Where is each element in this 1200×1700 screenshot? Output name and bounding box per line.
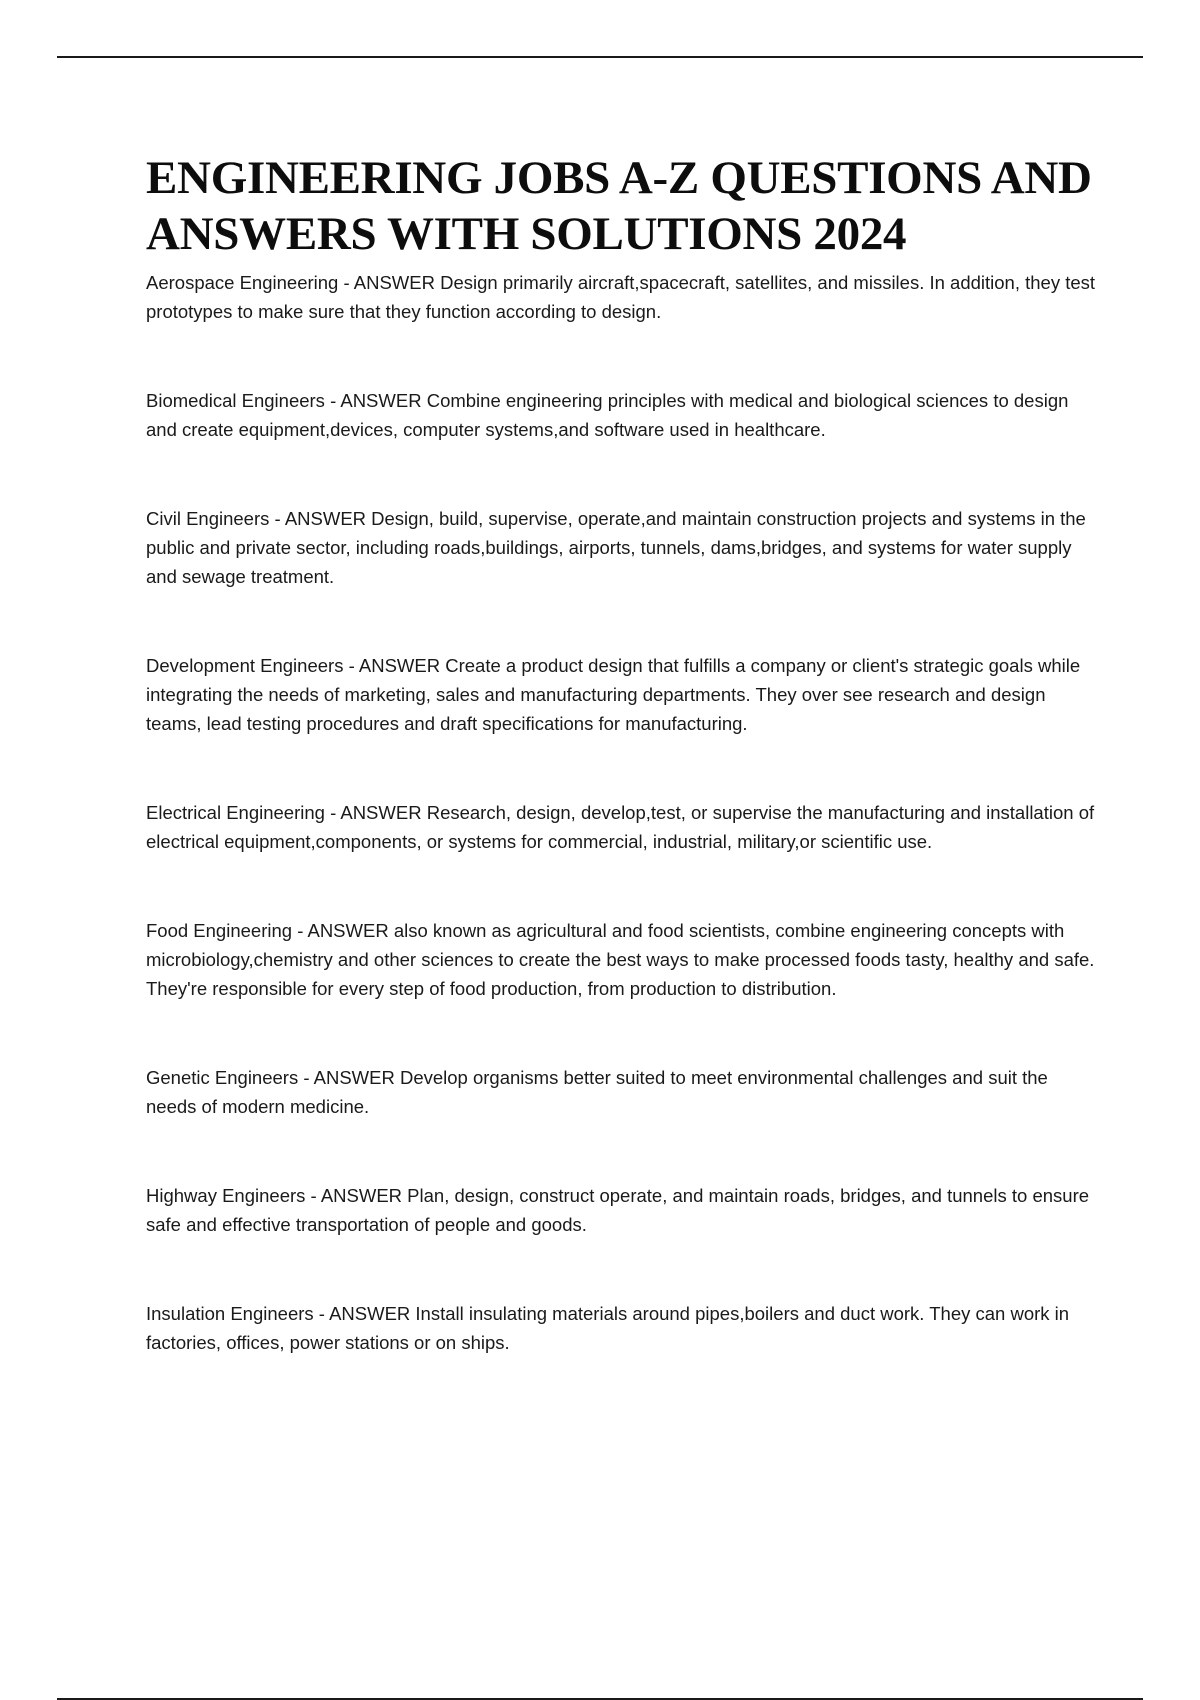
qa-answer: Develop organisms better suited to meet environmental challenges and suit the needs of modern medicine.	[146, 1067, 1048, 1117]
qa-entry	[146, 268, 1096, 326]
qa-answer: Research, design, develop,test, or supervise the manufacturing and installation of electrical equipment,components, or systems for commercial, industrial, military,or scientific use.	[146, 802, 1095, 852]
qa-term: Development Engineers -	[146, 655, 359, 676]
document-title: ENGINEERING JOBS A-Z QUESTIONS AND ANSWERS WITH SOLUTIONS 2024	[146, 152, 1092, 260]
qa-entry	[146, 1299, 1096, 1357]
answer-marker: ANSWER	[307, 920, 389, 941]
qa-term: Aerospace Engineering -	[146, 272, 354, 293]
qa-answer: Design primarily aircraft,spacecraft, satellites, and missiles. In addition, they test prototypes to make sure that they function according to design.	[146, 272, 1096, 322]
answer-marker: ANSWER	[358, 655, 441, 676]
qa-entry	[146, 916, 1096, 1003]
qa-answer: Plan, design, construct operate, and maintain roads, bridges, and tunnels to ensure safe and effective transportation of people and goods.	[146, 1185, 1090, 1235]
qa-entry	[146, 1181, 1096, 1239]
qa-term: Electrical Engineering -	[146, 802, 340, 823]
qa-entry	[146, 798, 1096, 856]
qa-term: Highway Engineers -	[146, 1185, 321, 1206]
qa-term: Food Engineering -	[146, 920, 307, 941]
answer-marker: ANSWER	[313, 1067, 395, 1088]
answer-marker: ANSWER	[340, 390, 422, 411]
qa-answer: Combine engineering principles with medical and biological sciences to design and create equipment,devices, computer systems,and software used in healthcare.	[146, 390, 1069, 440]
answer-marker: ANSWER	[353, 272, 435, 293]
answer-marker: ANSWER	[320, 1185, 403, 1206]
qa-answer: Install insulating materials around pipes,boilers and duct work. They can work in factories, offices, power stations or on ships.	[146, 1303, 1070, 1353]
qa-answer: also known as agricultural and food scientists, combine engineering concepts with microbiology,chemistry and other sciences to create the best ways to make processed foods tasty, healthy and safe. They're responsible for every step of food production, from production to distribution.	[146, 920, 1095, 999]
answer-marker: ANSWER	[329, 1303, 411, 1324]
document-body	[146, 150, 1096, 1357]
qa-entry	[146, 651, 1096, 738]
qa-entry	[146, 386, 1096, 444]
qa-term: Biomedical Engineers -	[146, 390, 340, 411]
answer-marker: ANSWER	[284, 508, 367, 529]
qa-term: Civil Engineers -	[146, 508, 285, 529]
qa-term: Genetic Engineers -	[146, 1067, 314, 1088]
qa-term: Insulation Engineers -	[146, 1303, 329, 1324]
top-rule	[57, 56, 1143, 58]
qa-answer: Design, build, supervise, operate,and maintain construction projects and systems in the public and private sector, including roads,buildings, airports, tunnels, dams,bridges, and systems for water supply and sewage treatment.	[146, 508, 1086, 587]
qa-entry	[146, 1063, 1096, 1121]
qa-entry	[146, 504, 1096, 591]
answer-marker: ANSWER	[340, 802, 422, 823]
qa-answer: Create a product design that fulfills a company or client's strategic goals while integrating the needs of marketing, sales and manufacturing departments. They over see research and design teams, lead testing procedures and draft specifications for manufacturing.	[146, 655, 1081, 734]
